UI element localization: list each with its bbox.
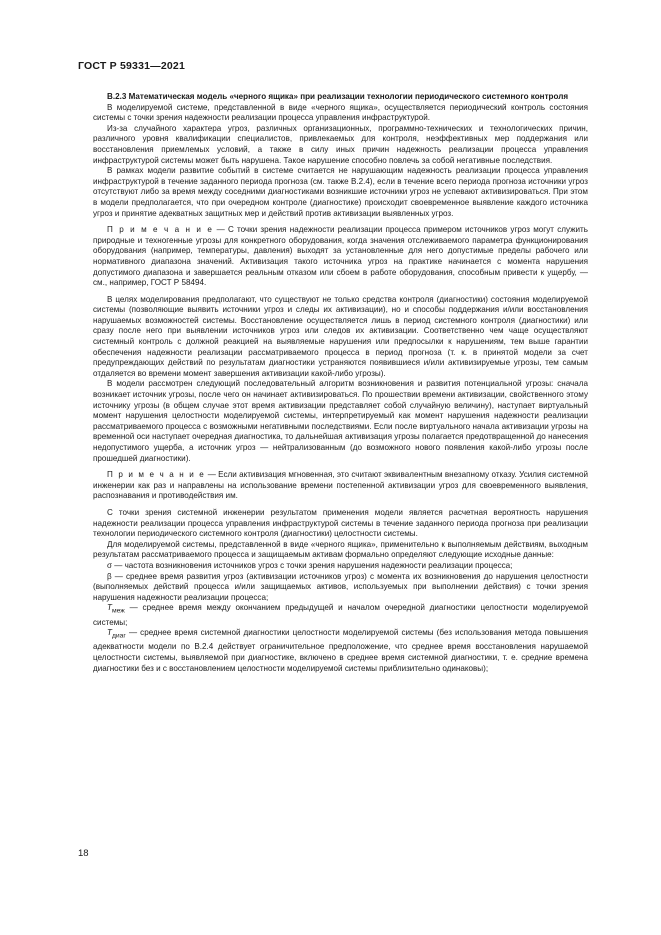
page-number: 18 xyxy=(78,848,89,859)
symbol: T xyxy=(107,603,112,613)
note-label: П р и м е ч а н и е xyxy=(107,225,214,235)
document-body xyxy=(93,92,588,674)
definition-tmezh xyxy=(93,603,588,628)
paragraph: С точки зрения системной инженерии результатом применения модели является расчетная вероятность нарушения надежности реализации процесса управления инфраструктурой системы в течение заданного периода прогноза при реализации технологии периодического системного контроля (диагностики) целостности системы. xyxy=(93,507,588,539)
document-header: ГОСТ Р 59331—2021 xyxy=(78,60,186,72)
note-text: — С точки зрения надежности реализации процесса примером источников угроз могут служить природные и техногенные угрозы для конкретного оборудования, когда значения отслеживаемого параметра функционирования оборудования (например, температуры, давления) выходят за установленные для него допустимые пределы рабочего или нормативного диапазона значений. Активизация такого источника угроз на практике начинается с момента нарушения допустимого диапазона и завершается реальным отказом или сбоем в работе оборудования, способным привести к ущербу, — см., например, ГОСТ Р 58494. xyxy=(93,225,588,288)
symbol-subscript: меж xyxy=(111,607,125,615)
symbol: T xyxy=(107,628,112,638)
definition-tdiag xyxy=(93,628,588,674)
definition-beta: β — среднее время развития угроз (активизации источников угроз) с момента их возникновения до нарушения целостности (выполняемых действий процесса и/или защищаемых активов, используемых при выполнении действия) с точки зрения нарушения надежности реализации процесса; xyxy=(93,571,588,602)
note xyxy=(93,225,588,289)
paragraph: В рамках модели развитие событий в системе считается не нарушающим надежность реализации процесса управления инфраструктурой в течение заданного периода прогноза (см. также В.2.4), если в течение всего периода прогноза источники угроз отсутствуют либо за время между соседними диагностиками возникшие источники угроз не успевают активизироваться. При этом в модели предполагается, что при очередном контроле (диагностике) происходит своевременное выявление каждого источника угроз и принятие адекватных защитных мер и действий против активизации выявленных угроз. xyxy=(93,166,588,218)
definition-sigma: σ — частота возникновения источников угроз с точки зрения нарушения надежности реализации процесса; xyxy=(107,560,513,570)
symbol-subscript: диаг xyxy=(111,632,126,640)
paragraph: В моделируемой системе, представленной в виде «черного ящика», осуществляется периодический контроль состояния системы с точки зрения надежности реализации процесса управления инфраструктурой. xyxy=(93,102,588,123)
note xyxy=(93,470,588,502)
note-label: П р и м е ч а н и е xyxy=(107,470,206,480)
definition-text: — среднее время между окончанием предыдущей и началом очередной диагностики целостности моделируемой системы; xyxy=(93,603,588,627)
paragraph: В целях моделирования предполагают, что существуют не только средства контроля (диагностики) состояния моделируемой системы (позволяющие выявить источники угроз и следы их активизации), но и способы поддержания и/или восстановления нарушаемых возможностей системы. Восстановление осуществляется лишь в период системного контроля (диагностики) или сразу после него при выявлении источников угроз или следов их активизации. Соответственно чем чаще осуществляют системный контроль с должной реакцией на выявляемые нарушения или предпосылки к нарушениям, тем выше гарантии обеспечения надежности реализации рассматриваемого процесса в период прогноза (т. к. в принятой модели за счет предупреждающих действий по результатам диагностики устраняются появившиеся и/или активизируемые угрозы, тем самым отдаляется во времени момент завершения активизации какой-либо угрозы). xyxy=(93,294,588,378)
note-text: — Если активизация мгновенная, это считают эквивалентным внезапному отказу. Усилия системной инженерии как раз и направлены на использование времени постепенной активизации угроз для своевременного выявления, распознавания и противодействия им. xyxy=(93,470,588,501)
paragraph: В модели рассмотрен следующий последовательный алгоритм возникновения и развития потенциальной угрозы: сначала возникает источник угрозы, после чего он начинает активизироваться. По прошествии времени активизации, свойственного этому источнику угрозы (в общем случае этот время активизации представляет собой случайную величину), наступает виртуальный момент нарушения целостности моделируемой системы, интерпретируемый как момент нарушения надежности реализации рассматриваемого процесса с возможными негативными последствиями. Если после виртуального начала активизации угрозы на временной оси наступает очередная диагностика, то дальнейшая активизация угрозы полагается предотвращенной до нанесения недопустимого ущерба, а источник угроз — нейтрализованным (до возможного нового появления какой-либо угрозы после прошедшей диагностики). xyxy=(93,379,588,463)
section-heading: В.2.3 Математическая модель «черного ящика» при реализации технологии периодического системного контроля xyxy=(107,92,569,101)
paragraph: Из-за случайного характера угроз, различных организационных, программно-технических и технологических причин, различного уровня квалификации специалистов, привлекаемых для контроля, неэффективных мер поддержания или восстановления приемлемых условий, а также в силу иных причин надежность реализации процесса управления инфраструктурой системы может быть нарушена. Такое нарушение способно повлечь за собой негативные последствия. xyxy=(93,123,588,165)
definition-text: — среднее время системной диагностики целостности моделируемой системы (без использования метода повышения адекватности модели по В.2.4 действует ограничительное предположение, что среднее время восстановления нарушаемой целостности системы, выявляемой при диагностике, включено в среднее время системной диагностики, т. е. средние времена диагностики без и с восстановлением целостности моделируемой системы приблизительно одинаковы); xyxy=(93,628,588,673)
paragraph: Для моделируемой системы, представленной в виде «черного ящика», применительно к выполняемым действиям, выходным результатам рассматриваемого процесса и защищаемым активам формально определяют следующие исходные данные: xyxy=(93,539,588,560)
